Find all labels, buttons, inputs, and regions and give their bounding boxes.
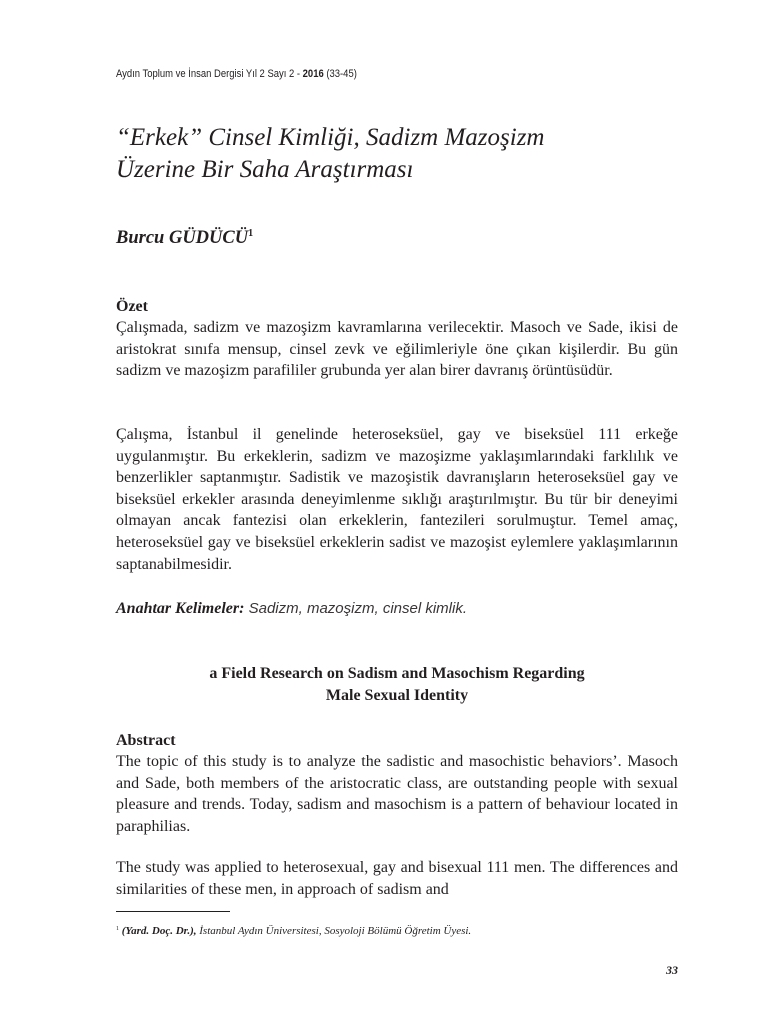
author (116, 228, 253, 249)
abstract-paragraph-2: The study was applied to heterosexual, gay and bisexual 111 men. The differences and similarities of these men, in approach of sadism and (116, 859, 678, 898)
page-number: 33 (666, 963, 678, 977)
ozet-heading: Özet (116, 298, 148, 315)
keywords (116, 598, 678, 620)
article-title-line-2: Üzerine Bir Saha Araştırması (116, 156, 414, 183)
abstract-paragraph-2-block (116, 857, 678, 900)
english-title (116, 663, 678, 707)
english-title-line-2: Male Sexual Identity (325, 687, 469, 704)
english-title-line-1: a Field Research on Sadism and Masochism Regarding (209, 665, 585, 682)
footnote-mark: 1 (116, 926, 119, 932)
keywords-label: Anahtar Kelimeler: (116, 600, 245, 617)
page-range: (33-45) (323, 68, 357, 80)
journal-name: Aydın Toplum ve İnsan Dergisi Yıl 2 Sayı 2 - (116, 68, 303, 80)
paper-page (116, 0, 678, 1024)
author-name: Burcu GÜDÜCÜ (116, 228, 249, 248)
article-title-line-1: “Erkek” Cinsel Kimliği, Sadizm Mazoşizm (116, 124, 545, 151)
ozet-section (116, 296, 678, 382)
footnote-divider (116, 911, 230, 912)
journal-year: 2016 (302, 68, 324, 80)
abstract-paragraph-1: The topic of this study is to analyze the sadistic and masochistic behaviors’. Masoch and Sade, both members of the aristocratic class, are outstanding people with sexual pleasure and trends. Today, sadism and masochism is a pattern of behaviour located in paraphilias. (116, 753, 678, 835)
footnote-title: (Yard. Doç. Dr.), (121, 925, 197, 937)
footnote-affiliation: İstanbul Aydın Üniversitesi, Sosyoloji Bölümü Öğretim Üyesi. (196, 925, 472, 937)
ozet-paragraph-1: Çalışmada, sadizm ve mazoşizm kavramlarına verilecektir. Masoch ve Sade, ikisi de aristokrat sınıfa mensup, cinsel zevk ve eğilimleriyle öne çıkan kişilerdir. Bu gün sadizm ve mazoşizm parafililer grubunda yer alan birer davranış örüntüsüdür. (116, 319, 678, 380)
ozet-paragraph-2-block (116, 424, 678, 575)
article-title (116, 122, 678, 186)
abstract-heading: Abstract (116, 732, 176, 749)
author-footnote-mark: 1 (248, 228, 254, 239)
keywords-values: Sadizm, mazoşizm, cinsel kimlik. (244, 600, 467, 617)
abstract-section (116, 730, 678, 837)
ozet-paragraph-2: Çalışma, İstanbul il genelinde heteroseksüel, gay ve biseksüel 111 erkeğe uygulanmıştır. Bu erkeklerin, sadizm ve mazoşizme yaklaşımlarındaki farklılık ve benzerlikler saptanmıştır. Sadistik ve mazoşistik davranışların heteroseksüel gay ve biseksüel erkekler arasında deneyimlenme sıklığı araştırılmıştır. Bu tür bir deneyimi olmayan ancak fantezisi olan erkeklerin, fantezileri sorulmuştur. Temel amaç, heteroseksüel gay ve biseksüel erkeklerin sadist ve mazoşist eylemlere yaklaşımlarının saptanabilmesidir. (116, 426, 678, 573)
running-header (116, 68, 357, 80)
footnote (116, 925, 471, 937)
